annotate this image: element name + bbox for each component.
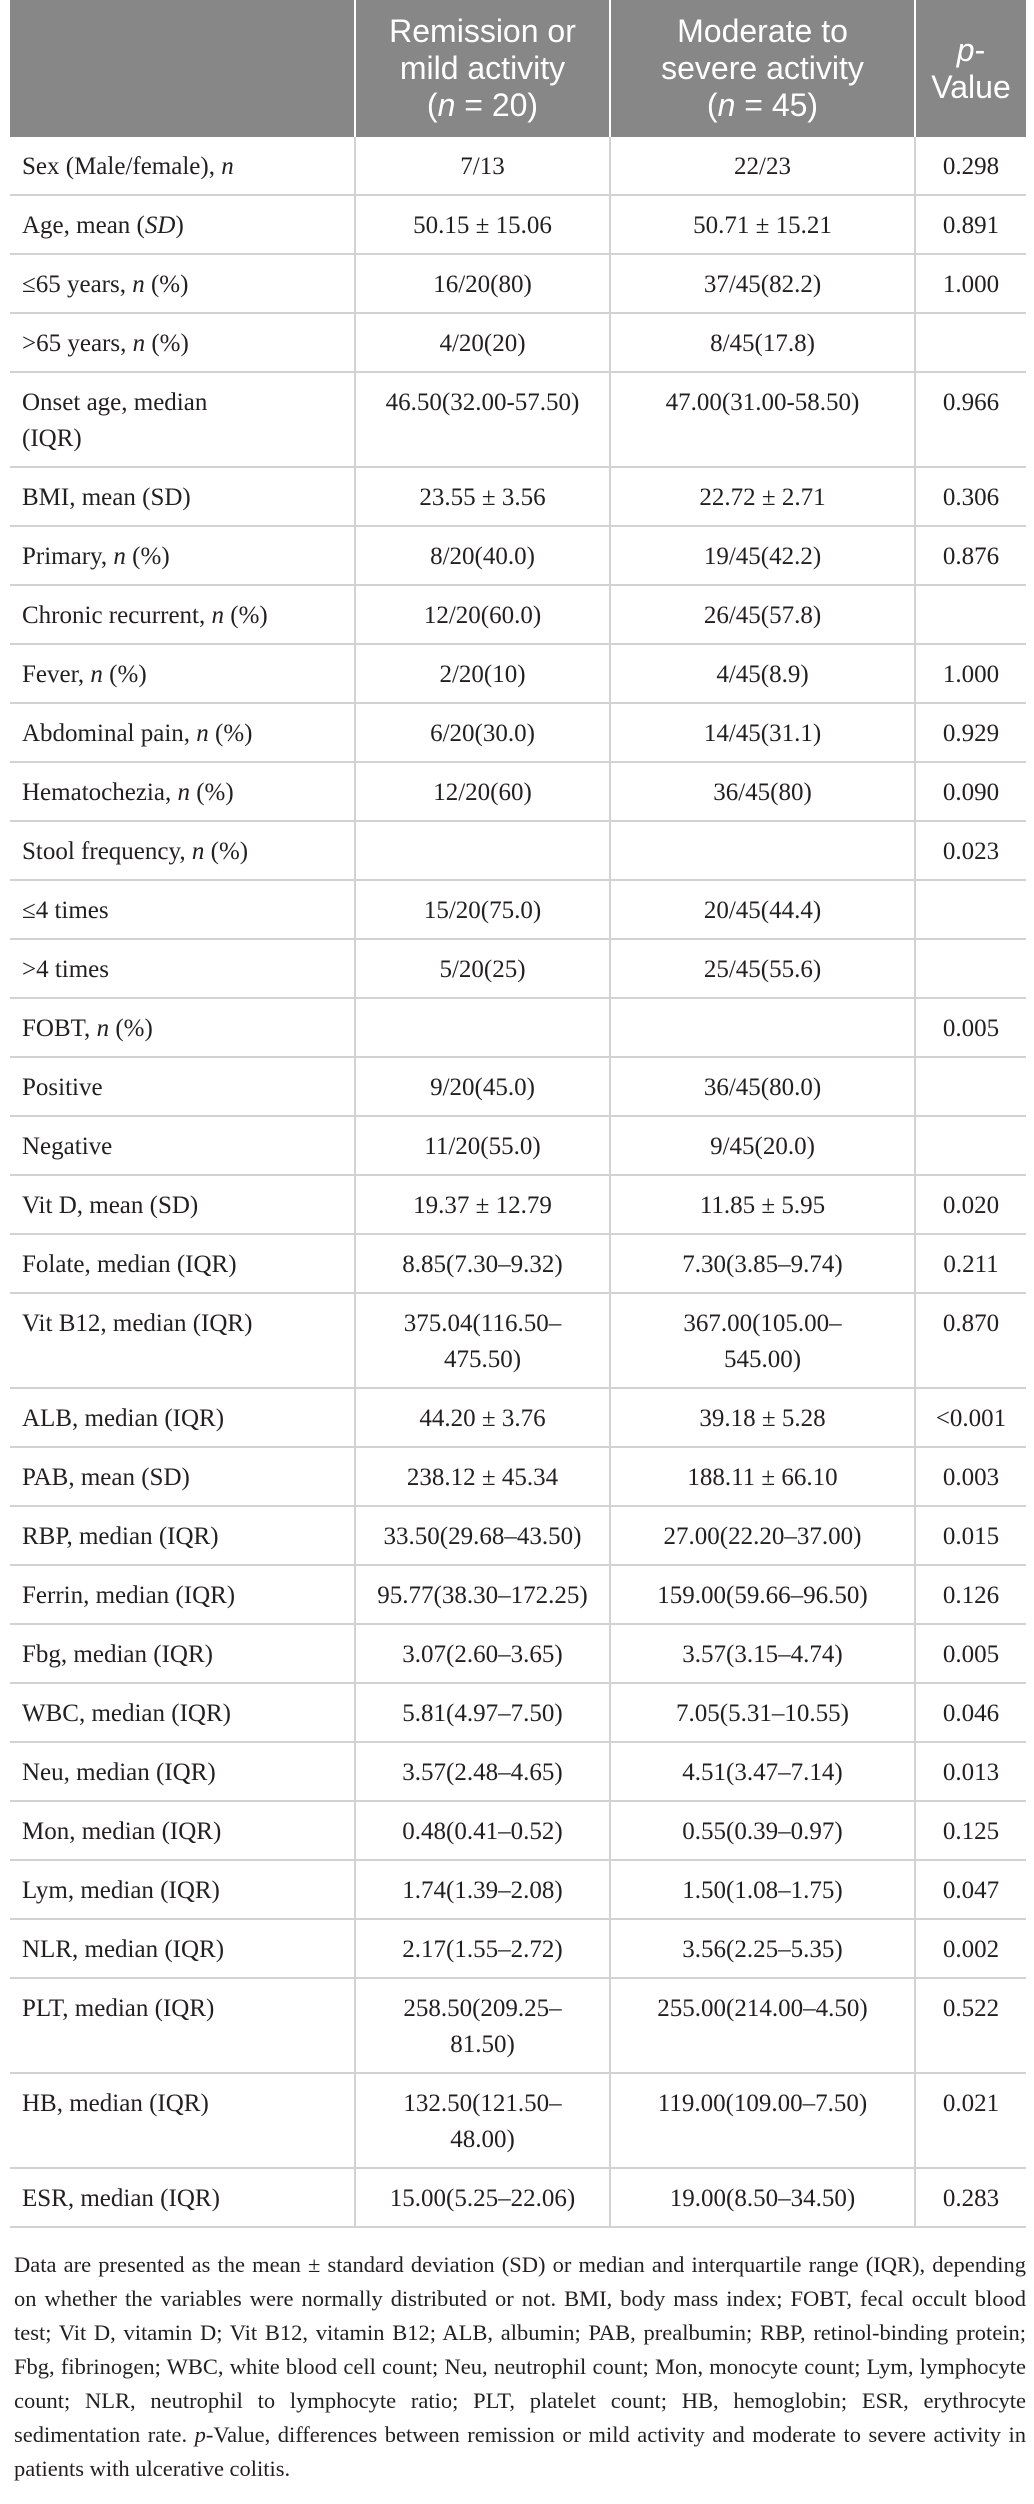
cell-p-value: 0.891 <box>915 195 1026 254</box>
row-label: Primary, n (%) <box>10 526 355 585</box>
cell-remission: 50.15 ± 15.06 <box>355 195 610 254</box>
cell-moderate-severe: 37/45(82.2) <box>610 254 915 313</box>
table-row <box>10 1057 1026 1116</box>
table-row <box>10 1447 1026 1506</box>
cell-p-value: 0.002 <box>915 1919 1026 1978</box>
cell-remission: 11/20(55.0) <box>355 1116 610 1175</box>
cell-remission: 4/20(20) <box>355 313 610 372</box>
row-label: WBC, median (IQR) <box>10 1683 355 1742</box>
cell-p-value: 0.020 <box>915 1175 1026 1234</box>
table-row <box>10 1742 1026 1801</box>
cell-moderate-severe: 25/45(55.6) <box>610 939 915 998</box>
cell-remission: 19.37 ± 12.79 <box>355 1175 610 1234</box>
table-row <box>10 703 1026 762</box>
cell-moderate-severe: 1.50(1.08–1.75) <box>610 1860 915 1919</box>
row-label: HB, median (IQR) <box>10 2073 355 2168</box>
cell-moderate-severe: 4/45(8.9) <box>610 644 915 703</box>
table-row <box>10 313 1026 372</box>
cell-p-value: 0.005 <box>915 998 1026 1057</box>
table-row <box>10 1116 1026 1175</box>
cell-moderate-severe: 11.85 ± 5.95 <box>610 1175 915 1234</box>
cell-p-value: 0.522 <box>915 1978 1026 2073</box>
cell-remission: 15.00(5.25–22.06) <box>355 2168 610 2227</box>
cell-remission: 0.48(0.41–0.52) <box>355 1801 610 1860</box>
cell-remission: 8/20(40.0) <box>355 526 610 585</box>
cell-moderate-severe: 14/45(31.1) <box>610 703 915 762</box>
cell-moderate-severe: 255.00(214.00–4.50) <box>610 1978 915 2073</box>
cell-p-value: 1.000 <box>915 254 1026 313</box>
cell-moderate-severe: 8/45(17.8) <box>610 313 915 372</box>
cell-moderate-severe: 47.00(31.00-58.50) <box>610 372 915 467</box>
table-row <box>10 1293 1026 1388</box>
row-label: ≤4 times <box>10 880 355 939</box>
cell-moderate-severe: 20/45(44.4) <box>610 880 915 939</box>
cell-moderate-severe: 22.72 ± 2.71 <box>610 467 915 526</box>
table-body <box>10 137 1026 2227</box>
cell-remission: 5.81(4.97–7.50) <box>355 1683 610 1742</box>
table-row <box>10 1175 1026 1234</box>
cell-p-value: 0.283 <box>915 2168 1026 2227</box>
cell-moderate-severe: 27.00(22.20–37.00) <box>610 1506 915 1565</box>
cell-p-value: 0.870 <box>915 1293 1026 1388</box>
header-cell-variable <box>10 0 355 137</box>
cell-remission: 7/13 <box>355 137 610 195</box>
cell-p-value: 0.929 <box>915 703 1026 762</box>
cell-p-value: 0.876 <box>915 526 1026 585</box>
row-label: Positive <box>10 1057 355 1116</box>
cell-moderate-severe <box>610 821 915 880</box>
cell-moderate-severe: 0.55(0.39–0.97) <box>610 1801 915 1860</box>
cell-remission: 5/20(25) <box>355 939 610 998</box>
row-label: BMI, mean (SD) <box>10 467 355 526</box>
cell-moderate-severe: 367.00(105.00– 545.00) <box>610 1293 915 1388</box>
row-label: FOBT, n (%) <box>10 998 355 1057</box>
cell-moderate-severe: 19/45(42.2) <box>610 526 915 585</box>
table-row <box>10 467 1026 526</box>
row-label: Folate, median (IQR) <box>10 1234 355 1293</box>
row-label: PLT, median (IQR) <box>10 1978 355 2073</box>
cell-moderate-severe: 119.00(109.00–7.50) <box>610 2073 915 2168</box>
cell-moderate-severe: 7.30(3.85–9.74) <box>610 1234 915 1293</box>
cell-p-value: 0.306 <box>915 467 1026 526</box>
cell-moderate-severe: 188.11 ± 66.10 <box>610 1447 915 1506</box>
table-row <box>10 1919 1026 1978</box>
row-label: ≤65 years, n (%) <box>10 254 355 313</box>
cell-moderate-severe: 36/45(80) <box>610 762 915 821</box>
row-label: Negative <box>10 1116 355 1175</box>
cell-p-value <box>915 585 1026 644</box>
cell-remission: 3.07(2.60–3.65) <box>355 1624 610 1683</box>
cell-moderate-severe: 159.00(59.66–96.50) <box>610 1565 915 1624</box>
row-label: NLR, median (IQR) <box>10 1919 355 1978</box>
row-label: Neu, median (IQR) <box>10 1742 355 1801</box>
table-row <box>10 254 1026 313</box>
row-label: ESR, median (IQR) <box>10 2168 355 2227</box>
row-label: Chronic recurrent, n (%) <box>10 585 355 644</box>
table-row <box>10 644 1026 703</box>
cell-p-value: 0.298 <box>915 137 1026 195</box>
cell-remission: 258.50(209.25– 81.50) <box>355 1978 610 2073</box>
table-row <box>10 2073 1026 2168</box>
row-label: Fbg, median (IQR) <box>10 1624 355 1683</box>
table-row <box>10 372 1026 467</box>
cell-remission: 2.17(1.55–2.72) <box>355 1919 610 1978</box>
header-row <box>10 0 1026 137</box>
row-label: >65 years, n (%) <box>10 313 355 372</box>
cell-p-value <box>915 1116 1026 1175</box>
row-label: PAB, mean (SD) <box>10 1447 355 1506</box>
table-row <box>10 1683 1026 1742</box>
cell-moderate-severe: 7.05(5.31–10.55) <box>610 1683 915 1742</box>
row-label: ALB, median (IQR) <box>10 1388 355 1447</box>
cell-p-value: 0.125 <box>915 1801 1026 1860</box>
cell-moderate-severe: 22/23 <box>610 137 915 195</box>
row-label: Vit B12, median (IQR) <box>10 1293 355 1388</box>
cell-p-value: 0.003 <box>915 1447 1026 1506</box>
table-row <box>10 195 1026 254</box>
cell-p-value: 0.023 <box>915 821 1026 880</box>
table-row <box>10 1978 1026 2073</box>
table-row <box>10 1506 1026 1565</box>
row-label: Lym, median (IQR) <box>10 1860 355 1919</box>
table-header <box>10 0 1026 137</box>
table-footnote: Data are presented as the mean ± standard deviation (SD) or median and interquartile range (IQR), depending on whether the variables were normally distributed or not. BMI, body mass index; FOBT, fecal occult blood test; Vit D, vitamin D; Vit B12, vitamin B12; ALB, albumin; PAB, prealbumin; RBP, retinol-binding protein; Fbg, fibrinogen; WBC, white blood cell count; Neu, neutrophil count; Mon, monocyte count; Lym, lymphocyte count; NLR, neutrophil to lymphocyte ratio; PLT, platelet count; HB, hemoglobin; ESR, erythrocyte sedimentation rate. p-Value, differences between remission or mild activity and moderate to severe activity in patients with ulcerative colitis. <box>14 2252 1026 2481</box>
table-row <box>10 880 1026 939</box>
cell-remission: 3.57(2.48–4.65) <box>355 1742 610 1801</box>
cell-remission: 9/20(45.0) <box>355 1057 610 1116</box>
cell-p-value: 0.021 <box>915 2073 1026 2168</box>
cell-p-value: 0.126 <box>915 1565 1026 1624</box>
table-row <box>10 585 1026 644</box>
cell-remission: 6/20(30.0) <box>355 703 610 762</box>
table-row <box>10 2168 1026 2227</box>
cell-moderate-severe: 50.71 ± 15.21 <box>610 195 915 254</box>
row-label: RBP, median (IQR) <box>10 1506 355 1565</box>
row-label: Hematochezia, n (%) <box>10 762 355 821</box>
row-label: Vit D, mean (SD) <box>10 1175 355 1234</box>
cell-moderate-severe <box>610 998 915 1057</box>
cell-p-value <box>915 880 1026 939</box>
row-label: Age, mean (SD) <box>10 195 355 254</box>
cell-remission <box>355 998 610 1057</box>
data-table <box>10 0 1026 2228</box>
cell-p-value: 0.047 <box>915 1860 1026 1919</box>
row-label: Sex (Male/female), n <box>10 137 355 195</box>
cell-remission: 44.20 ± 3.76 <box>355 1388 610 1447</box>
cell-p-value <box>915 313 1026 372</box>
cell-remission <box>355 821 610 880</box>
cell-p-value: 0.966 <box>915 372 1026 467</box>
row-label: Mon, median (IQR) <box>10 1801 355 1860</box>
table-row <box>10 821 1026 880</box>
cell-remission: 1.74(1.39–2.08) <box>355 1860 610 1919</box>
cell-remission: 12/20(60.0) <box>355 585 610 644</box>
cell-p-value: 1.000 <box>915 644 1026 703</box>
cell-moderate-severe: 36/45(80.0) <box>610 1057 915 1116</box>
header-cell-remission: Remission or mild activity (n = 20) <box>355 0 610 137</box>
cell-moderate-severe: 9/45(20.0) <box>610 1116 915 1175</box>
cell-moderate-severe: 4.51(3.47–7.14) <box>610 1742 915 1801</box>
row-label: Onset age, median (IQR) <box>10 372 355 467</box>
cell-remission: 8.85(7.30–9.32) <box>355 1234 610 1293</box>
cell-remission: 23.55 ± 3.56 <box>355 467 610 526</box>
cell-p-value: 0.013 <box>915 1742 1026 1801</box>
cell-p-value: 0.005 <box>915 1624 1026 1683</box>
cell-p-value <box>915 1057 1026 1116</box>
cell-moderate-severe: 26/45(57.8) <box>610 585 915 644</box>
cell-remission: 2/20(10) <box>355 644 610 703</box>
header-cell-moderate-severe: Moderate to severe activity (n = 45) <box>610 0 915 137</box>
row-label: >4 times <box>10 939 355 998</box>
row-label: Ferrin, median (IQR) <box>10 1565 355 1624</box>
cell-remission: 46.50(32.00-57.50) <box>355 372 610 467</box>
cell-p-value: <0.001 <box>915 1388 1026 1447</box>
table-row <box>10 1388 1026 1447</box>
cell-p-value: 0.015 <box>915 1506 1026 1565</box>
table-row <box>10 1624 1026 1683</box>
cell-p-value: 0.046 <box>915 1683 1026 1742</box>
cell-remission: 16/20(80) <box>355 254 610 313</box>
cell-p-value <box>915 939 1026 998</box>
row-label: Fever, n (%) <box>10 644 355 703</box>
header-cell-p-value: p- Value <box>915 0 1026 137</box>
cell-moderate-severe: 3.56(2.25–5.35) <box>610 1919 915 1978</box>
cell-moderate-severe: 3.57(3.15–4.74) <box>610 1624 915 1683</box>
table-row <box>10 1801 1026 1860</box>
row-label: Abdominal pain, n (%) <box>10 703 355 762</box>
cell-remission: 238.12 ± 45.34 <box>355 1447 610 1506</box>
table-row <box>10 939 1026 998</box>
row-label: Stool frequency, n (%) <box>10 821 355 880</box>
cell-p-value: 0.090 <box>915 762 1026 821</box>
cell-moderate-severe: 19.00(8.50–34.50) <box>610 2168 915 2227</box>
table-row <box>10 762 1026 821</box>
table-row <box>10 1565 1026 1624</box>
table-row <box>10 998 1026 1057</box>
cell-remission: 375.04(116.50– 475.50) <box>355 1293 610 1388</box>
table-row <box>10 1234 1026 1293</box>
table-row <box>10 1860 1026 1919</box>
cell-remission: 95.77(38.30–172.25) <box>355 1565 610 1624</box>
cell-p-value: 0.211 <box>915 1234 1026 1293</box>
cell-remission: 12/20(60) <box>355 762 610 821</box>
cell-moderate-severe: 39.18 ± 5.28 <box>610 1388 915 1447</box>
cell-remission: 33.50(29.68–43.50) <box>355 1506 610 1565</box>
table-row <box>10 526 1026 585</box>
cell-remission: 15/20(75.0) <box>355 880 610 939</box>
cell-remission: 132.50(121.50– 48.00) <box>355 2073 610 2168</box>
table-row <box>10 137 1026 195</box>
table-container <box>10 0 1026 2486</box>
